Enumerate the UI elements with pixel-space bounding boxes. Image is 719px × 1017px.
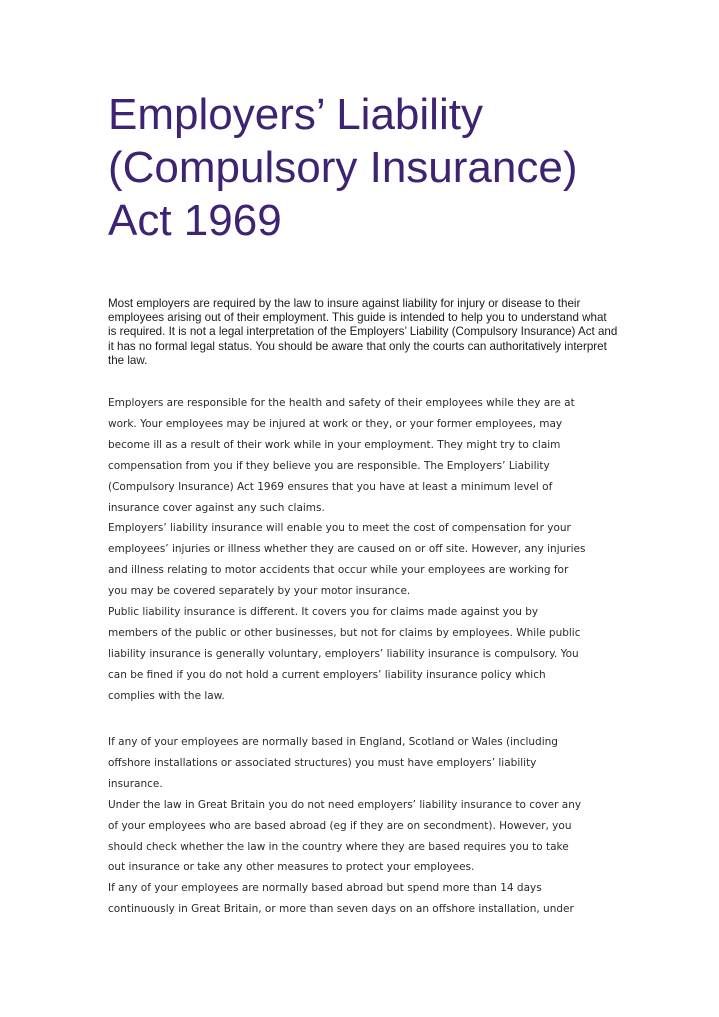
text-line: you may be covered separately by your motor insurance.: [108, 585, 411, 598]
text-line: Public liability insurance is different. It covers you for claims made against you by: [108, 606, 539, 619]
text-line: Employers’ liability insurance will enable you to meet the cost of compensation for your: [108, 522, 571, 535]
text-line: insurance.: [108, 777, 163, 790]
text-line: insurance cover against any such claims.: [108, 501, 325, 514]
text-line: complies with the law.: [108, 689, 225, 702]
text-line: become ill as a result of their work while in your employment. They might try to claim: [108, 438, 561, 451]
title-line: Employers’ Liability: [108, 90, 483, 139]
text-line: work. Your employees may be injured at work or they, or your former employees, may: [108, 417, 563, 430]
text-line: employees’ injuries or illness whether they are caused on or off site. However, any injuries: [108, 543, 586, 556]
title-line: Act 1969: [108, 196, 282, 245]
page-title: [108, 88, 668, 247]
text-line: Under the law in Great Britain you do not need employers’ liability insurance to cover any: [108, 798, 582, 811]
text-line: can be fined if you do not hold a current employers’ liability insurance policy which: [108, 668, 546, 681]
text-line: continuously in Great Britain, or more than seven days on an offshore installation, under: [108, 903, 574, 916]
title-line: (Compulsory Insurance): [108, 143, 578, 192]
text-line: should check whether the law in the country where they are based requires you to take: [108, 840, 569, 853]
text-line: If any of your employees are normally based in England, Scotland or Wales (including: [108, 736, 558, 748]
text-line: of your employees who are based abroad (eg if they are on secondment). However, you: [108, 819, 572, 832]
text-line: and illness relating to motor accidents that occur while your employees are working for: [108, 564, 569, 577]
text-line: Employers are responsible for the health and safety of their employees while they are at: [108, 397, 575, 409]
body-section-coverage: [108, 732, 618, 920]
text-line: offshore installations or associated structures) you must have employers’ liability: [108, 756, 537, 769]
text-line: liability insurance is generally voluntary, employers’ liability insurance is compulsory. You: [108, 647, 579, 660]
text-line: compensation from you if they believe you are responsible. The Employers’ Liability: [108, 459, 550, 472]
body-section-responsibilities: [108, 393, 618, 707]
text-line: (Compulsory Insurance) Act 1969 ensures that you have at least a minimum level of: [108, 480, 553, 493]
intro-paragraph: Most employers are required by the law to insure against liability for injury or disease to their employees arising out of their employment. This guide is intended to help you to understand what is required. It is not a legal interpretation of the Employers’ Liability (Compulsory Insurance) Act and it has no formal legal status. You should be aware that only the courts can authoritatively interpret the law.: [108, 297, 618, 367]
text-line: out insurance or take any other measures to protect your employees.: [108, 861, 475, 874]
text-line: members of the public or other businesses, but not for claims by employees. While public: [108, 626, 581, 639]
text-line: If any of your employees are normally based abroad but spend more than 14 days: [108, 882, 542, 895]
